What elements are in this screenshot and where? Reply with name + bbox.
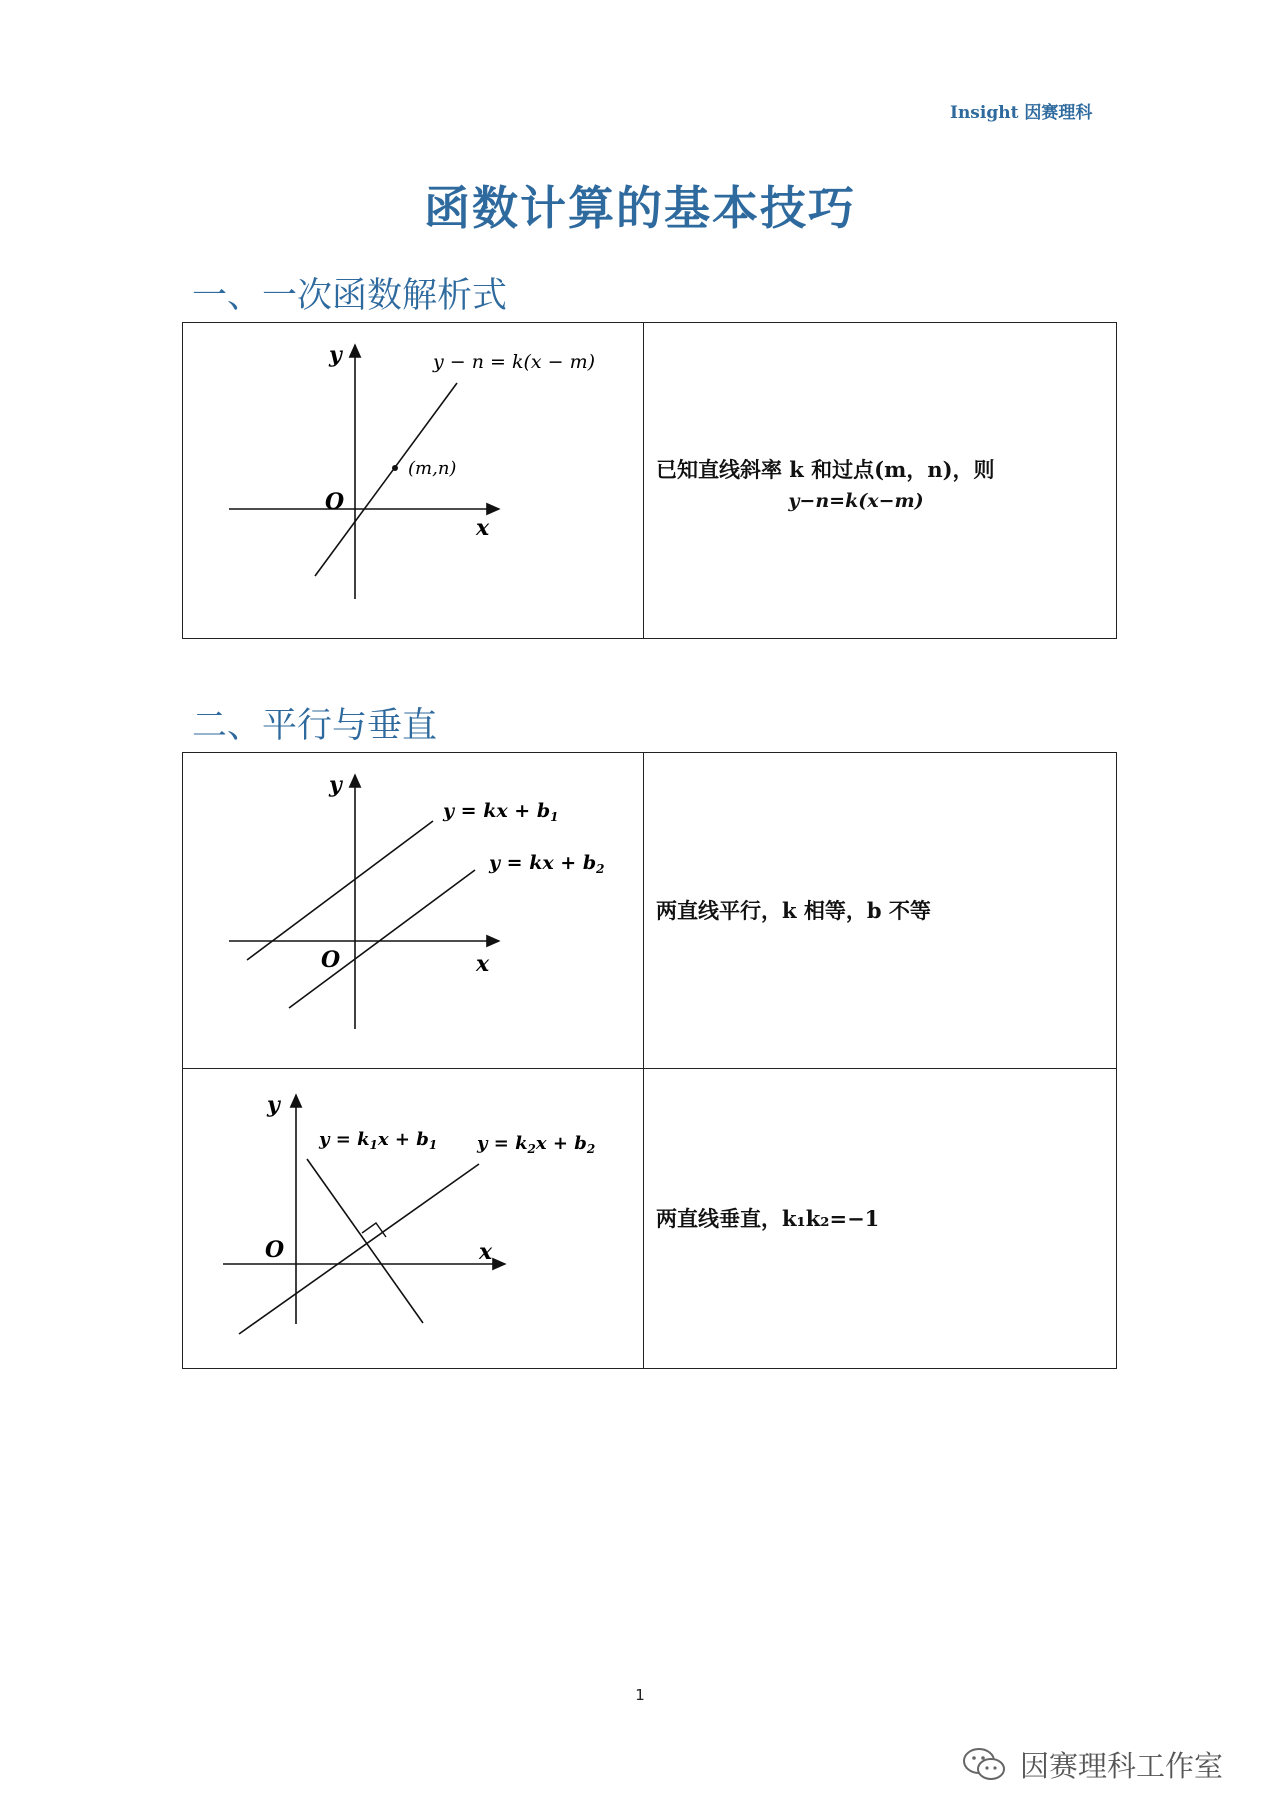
point-label: (m,n) <box>408 458 457 479</box>
line1-equation-label: $y = k_1x + b_1$ <box>319 1129 438 1152</box>
wechat-icon <box>960 1744 1010 1784</box>
point-slope-formula: y−n=k(x−m) <box>788 489 924 512</box>
parallel-line-2 <box>289 870 475 1008</box>
parallel-perpendicular-table <box>182 752 1117 1369</box>
description-text: 两直线平行，k 相等，b 不等 <box>656 897 931 923</box>
parallel-line-1 <box>247 821 433 960</box>
perpendicular-line-1 <box>307 1159 423 1323</box>
line1-equation-label: y = kx + $b_1$ <box>443 800 559 824</box>
watermark-text: 因赛理科工作室 <box>1020 1749 1224 1783</box>
line-graph <box>315 383 457 576</box>
figure-cell <box>183 753 644 1069</box>
x-axis-label: x <box>479 1239 493 1265</box>
perpendicular-lines-graph <box>183 1069 641 1364</box>
section-heading-parallel-perpendicular: 二、平行与垂直 <box>192 706 438 746</box>
description-cell <box>644 753 1117 1069</box>
origin-label: O <box>321 947 341 973</box>
description-text: 两直线垂直，k₁k₂=−1 <box>656 1205 880 1231</box>
watermark <box>960 1744 1260 1784</box>
brand-header: Insight 因赛理科 <box>950 103 1093 123</box>
description-cell <box>644 1069 1117 1369</box>
point-slope-graph <box>183 323 641 634</box>
description-text: 已知直线斜率 k 和过点(m，n)，则 <box>656 456 995 482</box>
origin-label: O <box>265 1237 285 1263</box>
figure-cell <box>183 323 644 639</box>
point-marker <box>392 465 398 471</box>
linear-function-table <box>182 322 1117 639</box>
table-row <box>183 753 1117 1069</box>
document-title: 函数计算的基本技巧 <box>424 181 856 235</box>
origin-label: O <box>325 489 345 515</box>
line-equation-label: y − n = k(x − m) <box>433 351 596 373</box>
x-axis-label: x <box>476 951 490 977</box>
y-axis-label: y <box>329 772 342 798</box>
y-axis-label: y <box>267 1092 280 1118</box>
x-axis-label: x <box>476 515 490 541</box>
line2-equation-label: y = kx + $b_2$ <box>489 852 605 876</box>
line2-equation-label: $y = k_2x + b_2$ <box>477 1133 596 1156</box>
parallel-lines-graph <box>183 753 641 1064</box>
page-number: 1 <box>635 1686 645 1704</box>
description-cell <box>644 323 1117 639</box>
right-angle-mark <box>362 1223 386 1237</box>
table-row <box>183 323 1117 639</box>
section-heading-linear: 一、一次函数解析式 <box>192 276 508 316</box>
y-axis-label: y <box>329 342 342 368</box>
table-row <box>183 1069 1117 1369</box>
figure-cell <box>183 1069 644 1369</box>
